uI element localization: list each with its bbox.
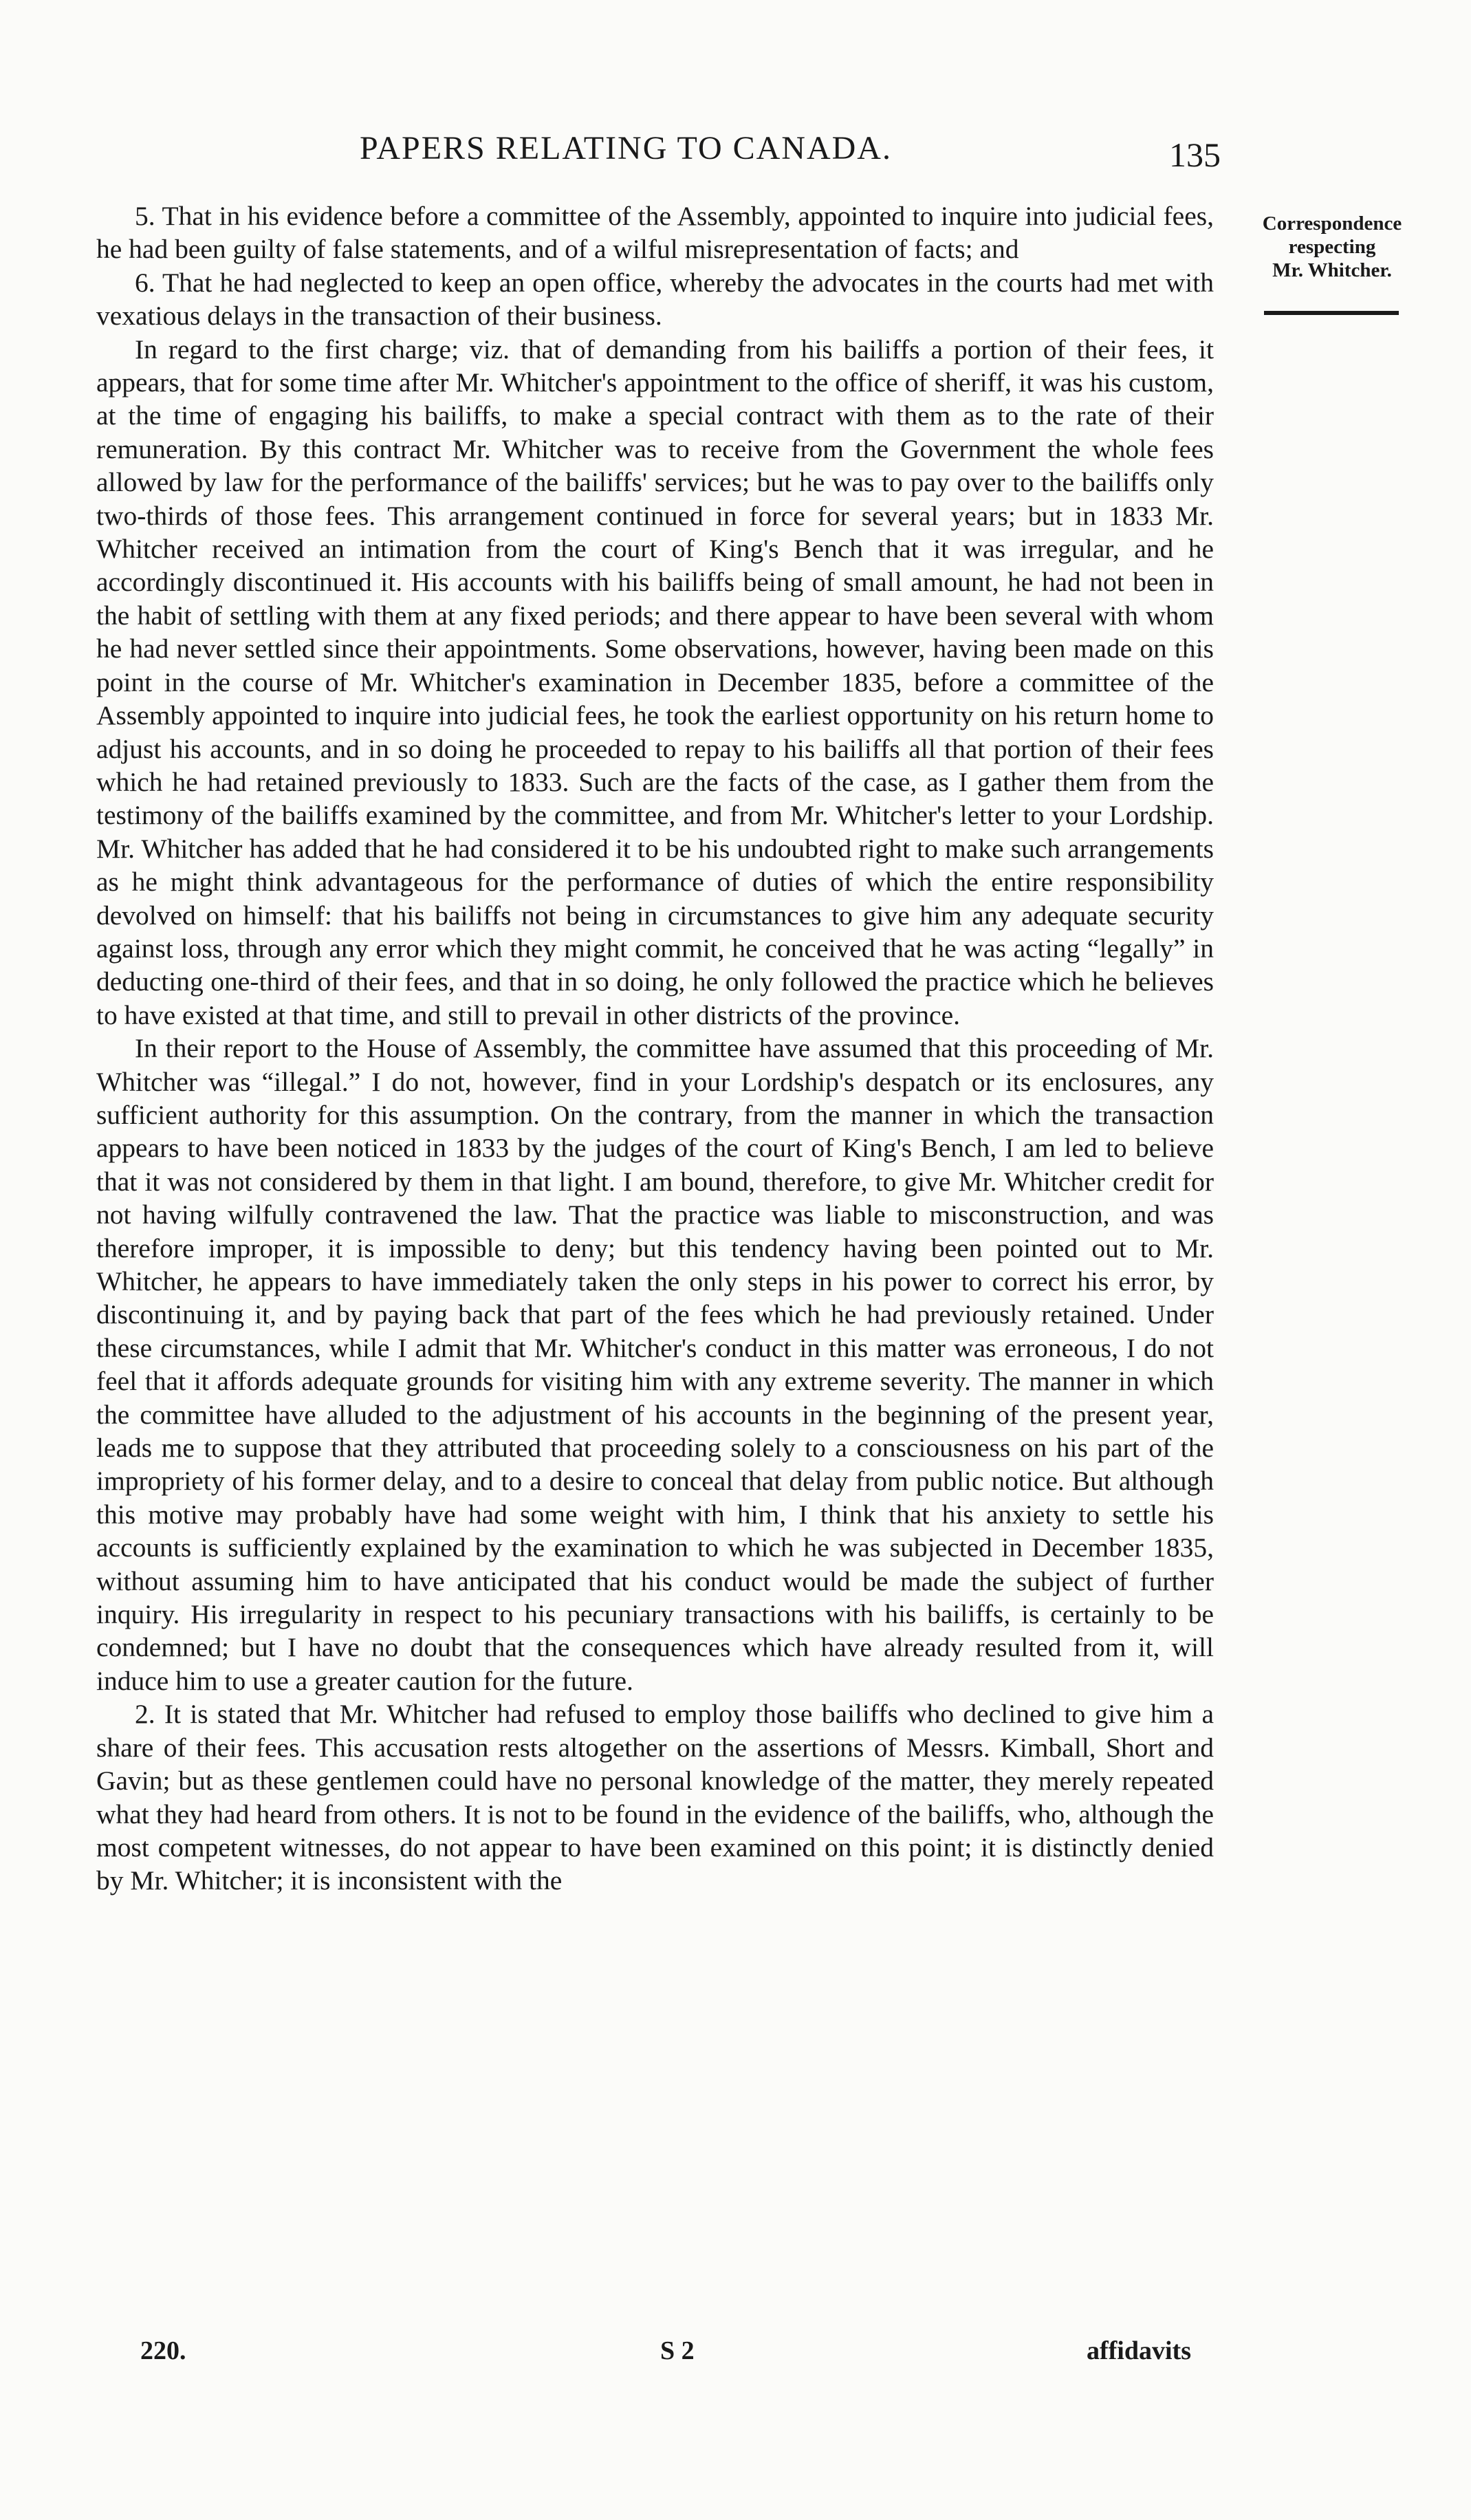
margin-note-rule <box>1264 311 1399 315</box>
body-text <box>96 199 1214 1898</box>
paragraph-charge-6: 6. That he had neglected to keep an open office, whereby the advocates in the courts had met with vexatious delays in the transaction of their business. <box>96 267 1214 332</box>
margin-note <box>1246 212 1418 282</box>
footer-document-number: 220. <box>140 2336 186 2365</box>
paragraph-first-charge: In regard to the first charge; viz. that of demanding from his bailiffs a portion of their fees, it appears, that for some time after Mr. Whitcher's appointment to the office of sheriff, it was his custom, at the time of engaging his bailiffs, to make a special contract with them as to the rate of their remuneration. By this contract Mr. Whitcher was to receive from the Government the whole fees allowed by law for the performance of the bailiffs' services; but he was to pay over to the bailiffs only two-thirds of those fees. This arrangement continued in force for several years; but in 1833 Mr. Whitcher received an intimation from the court of King's Bench that it was irregular, and he accordingly discontinued it. His accounts with his bailiffs being of small amount, he had not been in the habit of settling with them at any fixed periods; and there appear to have been several with whom he had never settled since their appointments. Some observations, however, having been made on this point in the course of Mr. Whitcher's examination in December 1835, before a committee of the Assembly appointed to inquire into judicial fees, he took the earliest opportunity on his return home to adjust his accounts, and in so doing he proceeded to repay to his bailiffs all that portion of their fees which he had retained previously to 1833. Such are the facts of the case, as I gather them from the testimony of the bailiffs examined by the committee, and from Mr. Whitcher's letter to your Lordship. Mr. Whitcher has added that he had considered it to be his undoubted right to make such arrangements as he might think advantageous for the performance of duties of which the entire responsibility devolved on himself: that his bailiffs not being in circumstances to give him any adequate security against loss, through any error which they might commit, he conceived that he was acting “legally” in deducting one-third of their fees, and that in so doing, he only followed the practice which he believes to have existed at that time, and still to prevail in other districts of the province. <box>96 334 1214 1030</box>
margin-note-line-2: respecting <box>1288 236 1376 258</box>
paragraph-second-charge: 2. It is stated that Mr. Whitcher had refused to employ those bailiffs who declined to give him a share of their fees. This accusation rests altogether on the assertions of Messrs. Kimball, Short and Gavin; but as these gentlemen could have no personal knowledge of the matter, they merely repeated what they had heard from others. It is not to be found in the evidence of the bailiffs, who, although the most competent witnesses, do not appear to have been examined on this point; it is distinctly denied by Mr. Whitcher; it is inconsistent with the <box>96 1699 1214 1896</box>
footer-signature-mark: S 2 <box>660 2336 695 2365</box>
margin-note-line-3: Mr. Whitcher. <box>1272 259 1392 281</box>
paragraph-committee-report: In their report to the House of Assembly, the committee have assumed that this proceeding of Mr. Whitcher was “illegal.” I do not, however, find in your Lordship's despatch or its enclosures, any sufficient authority for this assumption. On the contrary, from the manner in which the transaction appears to have been noticed in 1833 by the judges of the court of King's Bench, I am led to believe that it was not considered by them in that light. I am bound, therefore, to give Mr. Whitcher credit for not having wilfully contravened the law. That the practice was liable to misconstruction, and was therefore improper, it is impossible to deny; but this tendency having been pointed out to Mr. Whitcher, he appears to have immediately taken the only steps in his power to correct his error, by discontinuing it, and by paying back that part of the fees which he had previously retained. Under these circumstances, while I admit that Mr. Whitcher's conduct in this matter was erroneous, I do not feel that it affords adequate grounds for visiting him with any extreme severity. The manner in which the committee have alluded to the adjustment of his accounts in the beginning of the present year, leads me to suppose that they attributed that proceeding solely to a consciousness on his part of the impropriety of his former delay, and to a desire to conceal that delay from public notice. But although this motive may probably have had some weight with him, I think that his anxiety to settle his accounts is sufficiently explained by the examination to which he was subjected in December 1835, without assuming him to have anticipated that his conduct would be made the subject of further inquiry. His irregularity in respect to his pecuniary transactions with his bailiffs, is certainly to be condemned; but I have no doubt that the consequences which have already resulted from it, will induce him to use a greater caution for the future. <box>96 1033 1214 1696</box>
paragraph-charge-5: 5. That in his evidence before a committee of the Assembly, appointed to inquire into judicial fees, he had been guilty of false statements, and of a wilful misrepresentation of facts; and <box>96 201 1214 265</box>
running-header-title: PAPERS RELATING TO CANADA. <box>360 130 892 166</box>
margin-note-line-1: Correspondence <box>1262 213 1402 235</box>
page-number: 135 <box>1169 135 1221 174</box>
footer-catchword: affidavits <box>1087 2336 1191 2365</box>
